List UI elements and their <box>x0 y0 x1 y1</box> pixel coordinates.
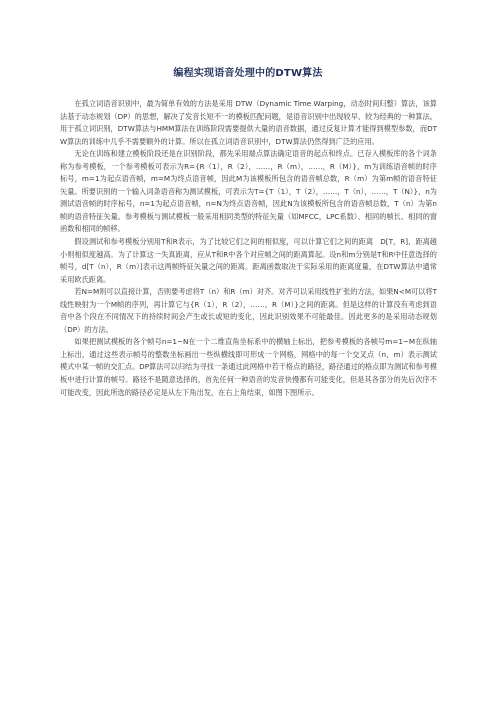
paragraph-1: 在孤立词语音识别中，最为简单有效的方法是采用 DTW（Dynamic Time Warping，动态时间归整）算法，该算法基于动态规划（DP）的思想，解决了发音长短不一的模板匹配问题，是语音识别中出现较早、较为经典的一种算法。用于孤立词识别，DTW算法与HMM算法在训练阶段需要提供大量的语音数据，通过反复计算才能得到模型参数，而DTW算法的训练中几乎不需要额外的计算。所以在孤立词语音识别中，DTW算法仍然得到广泛的应用。 <box>60 99 437 146</box>
paragraph-3: 假设测试和参考模板分别用T和R表示，为了比较它们之间的相似度，可以计算它们之间的距离 D[T，R]，距离越小则相似度越高。为了计算这一失真距离，应从T和R中各个对应帧之间的距离算起。设n和m分别是T和R中任意选择的帧号，d[T（n），R（m）]表示这两帧特征矢量之间的距离。距离函数取决于实际采用的距离度量，在DTW算法中通常采用欧氏距离。 <box>60 237 437 284</box>
paragraph-5: 如果把测试模板的各个帧号n=1~N在一个二维直角坐标系中的横轴上标出，把参考模板的各帧号m=1~M在纵轴上标出，通过这些表示帧号的整数坐标画出一些纵横线即可形成一个网格，网格中的每一个交叉点（n，m）表示测试模式中某一帧的交汇点。DP算法可以归结为寻找一条通过此网格中若干格点的路径，路径通过的格点即为测试和参考模板中进行计算的帧号。路径不是随意选择的，首先任何一种语音的发音快慢都有可能变化，但是其各部分的先后次序不可能改变，因此所选的路径必定是从左下角出发，在右上角结束，如图下图所示。 <box>60 337 437 397</box>
paragraph-4: 若N=M则可以直接计算，否则要考虑将T（n）和R（m）对齐。对齐可以采用线性扩张的方法，如果N<M可以将T线性映射为一个M帧的序列，再计算它与{R（1），R（2），……，R（M）}之间的距离。但是这样的计算没有考虑到语音中各个段在不同情况下的持续时间会产生或长或短的变化，因此识别效果不可能最佳。因此更多的是采用动态规划（DP）的方法。 <box>60 287 437 334</box>
paragraph-2: 无论在训练和建立模板阶段还是在识别阶段，都先采用端点算法确定语音的起点和终点。已存入模板库的各个词条称为参考模板，一个参考模板可表示为R={R（1），R（2），……，R（m），……，R（M）}，m为训练语音帧的时序标号，m=1为起点语音帧，m=M为终点语音帧，因此M为该模板所包含的语音帧总数，R（m）为第m帧的语音特征矢量。所要识别的一个输入词条语音称为测试模板，可表示为T={T（1），T（2），……，T（n），……，T（N）}，n为测试语音帧的时序标号，n=1为起点语音帧，n=N为终点语音帧，因此N为该模板所包含的语音帧总数，T（n）为第n帧的语音特征矢量。参考模板与测试模板一般采用相同类型的特征矢量（如MFCC，LPC系数）、相同的帧长、相同的窗函数和相同的帧移。 <box>60 149 437 234</box>
document-body <box>60 98 437 399</box>
document-title: 编程实现语音处理中的DTW算法 <box>173 68 323 79</box>
